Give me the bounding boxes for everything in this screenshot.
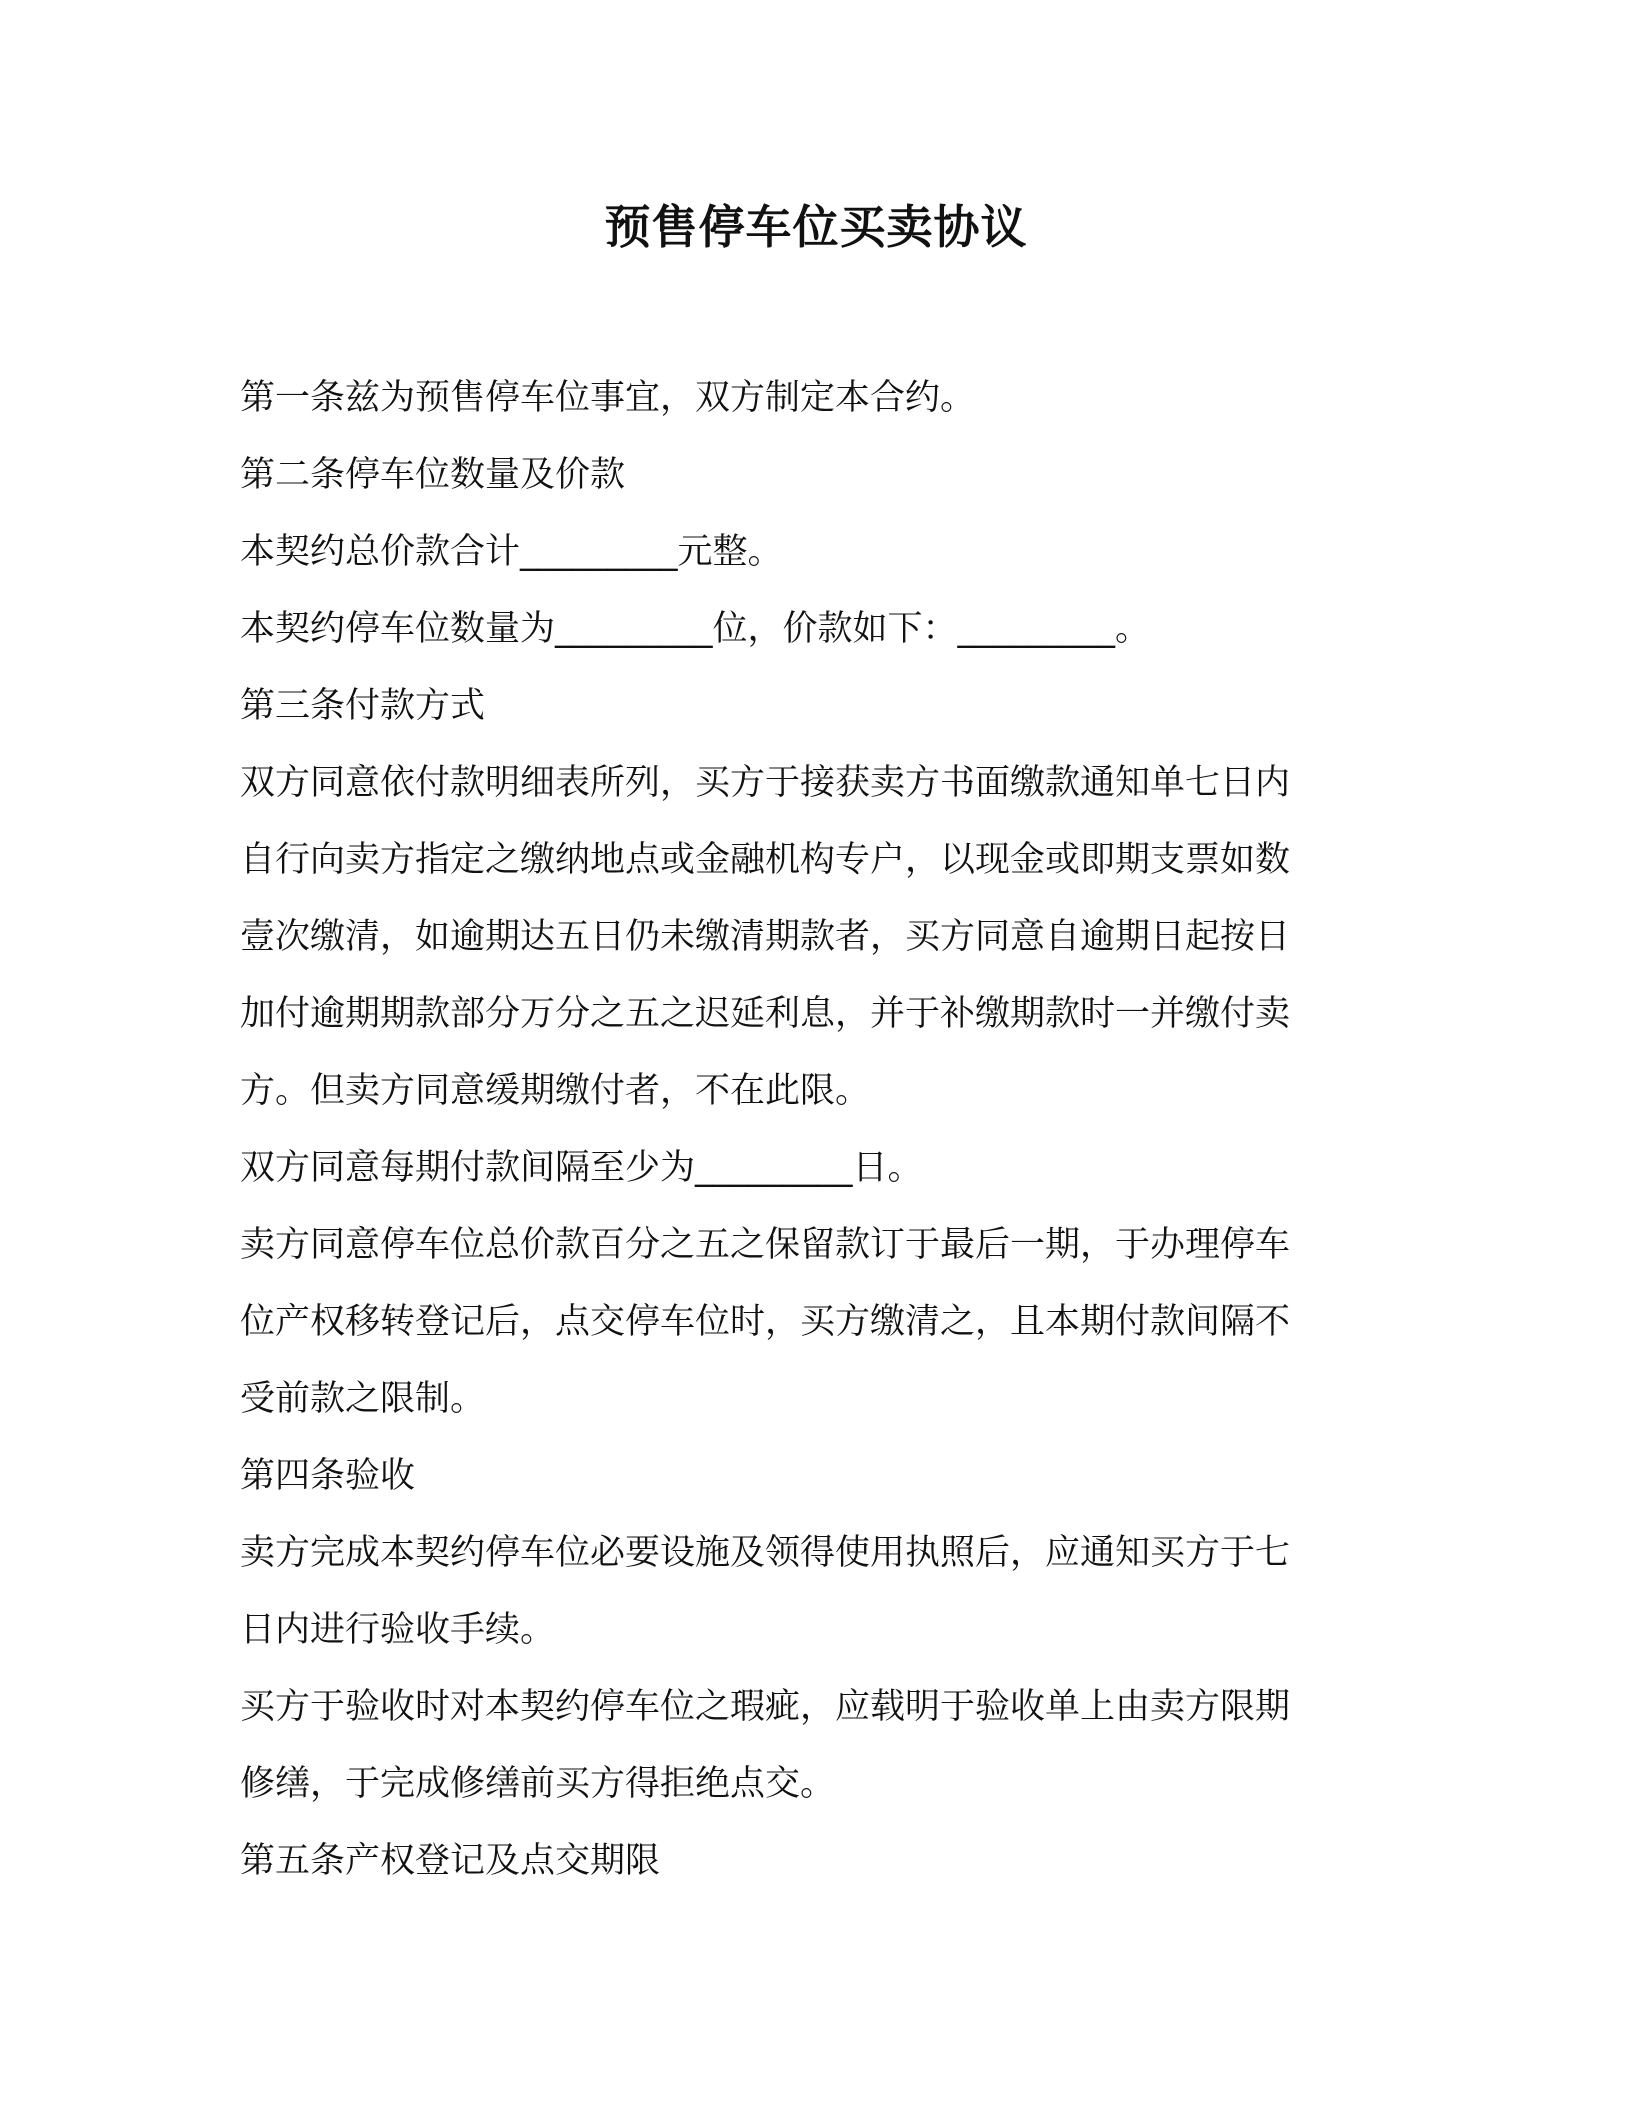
article-5-heading: 第五条产权登记及点交期限 [240,1841,661,1881]
payment-interval-line: 双方同意每期付款间隔至少为_________日。 [240,1148,923,1188]
paragraph-line: 修缮，于完成修缮前买方得拒绝点交。 [240,1764,836,1804]
article-2-heading: 第二条停车位数量及价款 [240,455,626,495]
paragraph-line: 位产权移转登记后，点交停车位时，买方缴清之，且本期付款间隔不 [240,1302,1291,1342]
paragraph-line: 自行向卖方指定之缴纳地点或金融机构专户，以现金或即期支票如数 [240,840,1291,880]
article-3-heading: 第三条付款方式 [240,686,486,726]
paragraph-line: 卖方同意停车位总价款百分之五之保留款订于最后一期，于办理停车 [240,1225,1291,1265]
document-body [240,360,1360,1900]
article-4-heading: 第四条验收 [240,1456,416,1496]
paragraph-line: 买方于验收时对本契约停车位之瑕疵，应载明于验收单上由卖方限期 [240,1687,1291,1727]
total-price-line: 本契约总价款合计_________元整。 [240,532,783,572]
paragraph-line: 双方同意依付款明细表所列，买方于接获卖方书面缴款通知单七日内 [240,763,1291,803]
paragraph-line: 壹次缴清，如逾期达五日仍未缴清期款者，买方同意自逾期日起按日 [240,917,1291,957]
paragraph-line: 加付逾期期款部分万分之五之迟延利息，并于补缴期款时一并缴付卖 [240,994,1291,1034]
article-1-text: 第一条兹为预售停车位事宜，双方制定本合约。 [240,378,976,418]
document-title: 预售停车位买卖协议 [604,200,1028,254]
paragraph-line: 日内进行验收手续。 [240,1610,556,1650]
parking-count-line: 本契约停车位数量为_________位，价款如下：_________。 [240,609,1151,649]
paragraph-line: 受前款之限制。 [240,1379,486,1419]
paragraph-line: 方。但卖方同意缓期缴付者，不在此限。 [240,1071,871,1111]
paragraph-line: 卖方完成本契约停车位必要设施及领得使用执照后，应通知买方于七 [240,1533,1291,1573]
